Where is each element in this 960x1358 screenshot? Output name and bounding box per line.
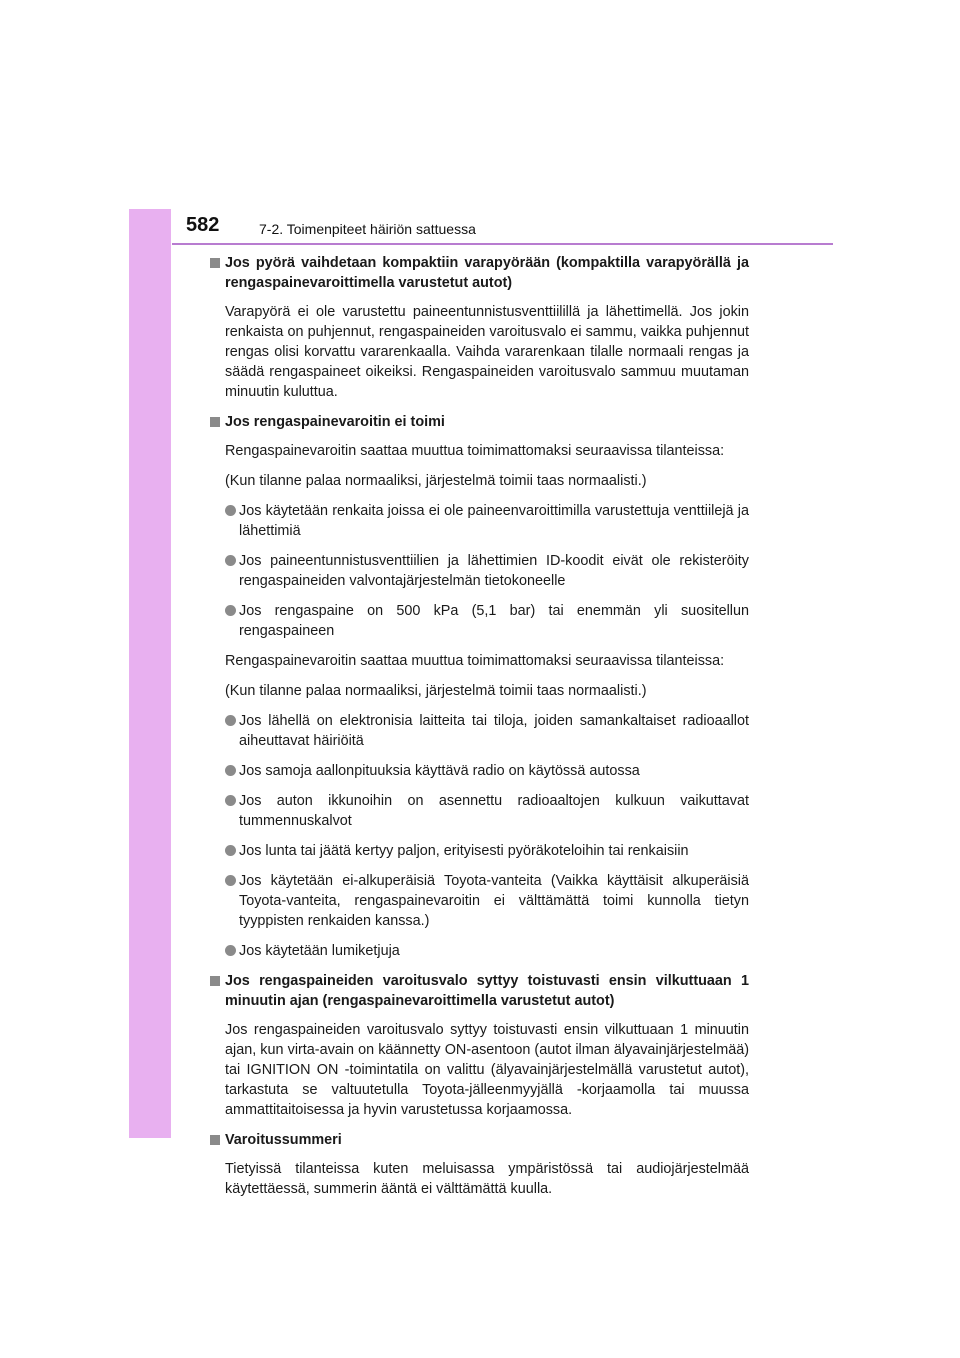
list-item: Jos käytetään renkaita joissa ei ole paineenvaroittimilla varustettuja venttiilejä ja lähettimiä <box>209 501 749 541</box>
paragraph: Tietyissä tilanteissa kuten meluisassa ympäristössä tai audiojärjestelmää käytettäessä, summerin ääntä ei välttämättä kuulla. <box>225 1161 749 1197</box>
round-bullet-icon <box>225 765 236 776</box>
chapter-side-band <box>129 209 171 1138</box>
chapter-title: 7-2. Toimenpiteet häiriön sattuessa <box>259 221 476 237</box>
paragraph: (Kun tilanne palaa normaaliksi, järjestelmä toimii taas normaalisti.) <box>225 473 647 489</box>
paragraph: Rengaspainevaroitin saattaa muuttua toimimattomaksi seuraavissa tilanteissa: <box>225 653 725 669</box>
round-bullet-icon <box>225 945 236 956</box>
paragraph: (Kun tilanne palaa normaaliksi, järjestelmä toimii taas normaalisti.) <box>225 683 647 699</box>
paragraph: Varapyörä ei ole varustettu paineentunnistusventtiilillä ja lähettimellä. Jos jokin renkaista on puhjennut, rengaspaineiden varoitusvalo ei sammu, vaikka puhjennut rengas olisi korvattu vararenkaalla. Vaihda vararenkaan tilalle normaali rengas ja säädä rengaspaineet oikeiksi. Rengaspaineiden varoitusvalo sammuu muutaman minuutin kuluttua. <box>225 304 749 400</box>
list-item: Jos käytetään ei-alkuperäisiä Toyota-vanteita (Vaikka käyttäisit alkuperäisiä Toyota-vanteita, rengaspainevaroitin ei välttämättä toimi kunnolla tietyn tyyppisten renkaiden kanssa.) <box>209 871 749 931</box>
square-bullet-icon <box>210 258 220 268</box>
square-bullet-icon <box>210 1135 220 1145</box>
section-warning-buzzer <box>209 1130 749 1199</box>
section-heading: Varoitussummeri <box>209 1130 749 1150</box>
list-item: Jos käytetään lumiketjuja <box>209 941 749 961</box>
list-item: Jos lähellä on elektronisia laitteita tai tiloja, joiden samankaltaiset radioaallot aiheuttavat häiriöitä <box>209 711 749 751</box>
section-compact-spare <box>209 253 749 402</box>
square-bullet-icon <box>210 417 220 427</box>
round-bullet-icon <box>225 605 236 616</box>
page-content <box>209 253 749 1209</box>
page-header <box>129 209 833 245</box>
section-warning-not-working <box>209 412 749 961</box>
round-bullet-icon <box>225 875 236 886</box>
round-bullet-icon <box>225 715 236 726</box>
round-bullet-icon <box>225 795 236 806</box>
round-bullet-icon <box>225 505 236 516</box>
section-heading: Jos rengaspainevaroitin ei toimi <box>209 412 749 432</box>
list-item: Jos samoja aallonpituuksia käyttävä radio on käytössä autossa <box>209 761 749 781</box>
section-warning-light-blinks <box>209 971 749 1120</box>
page-number: 582 <box>186 214 220 236</box>
section-heading: Jos pyörä vaihdetaan kompaktiin varapyörään (kompaktilla varapyörällä ja rengaspainevaroittimella varustetut autot) <box>209 253 749 293</box>
header-divider <box>172 243 833 245</box>
list-item: Jos auton ikkunoihin on asennettu radioaaltojen kulkuun vaikuttavat tummennuskalvot <box>209 791 749 831</box>
round-bullet-icon <box>225 555 236 566</box>
paragraph: Rengaspainevaroitin saattaa muuttua toimimattomaksi seuraavissa tilanteissa: <box>225 443 725 459</box>
list-item: Jos rengaspaine on 500 kPa (5,1 bar) tai enemmän yli suositellun rengaspaineen <box>209 601 749 641</box>
section-heading: Jos rengaspaineiden varoitusvalo syttyy toistuvasti ensin vilkuttuaan 1 minuutin ajan (rengaspainevaroittimella varustetut autot) <box>209 971 749 1011</box>
square-bullet-icon <box>210 976 220 986</box>
round-bullet-icon <box>225 845 236 856</box>
list-item: Jos lunta tai jäätä kertyy paljon, erityisesti pyöräkoteloihin tai renkaisiin <box>209 841 749 861</box>
list-item: Jos paineentunnistusventtiilien ja lähettimien ID-koodit eivät ole rekisteröity rengaspaineiden valvontajärjestelmän tietokoneelle <box>209 551 749 591</box>
paragraph: Jos rengaspaineiden varoitusvalo syttyy toistuvasti ensin vilkuttuaan 1 minuutin ajan, kun virta-avain on käännetty ON-asentoon (autot ilman älyavainjärjestelmää) tai IGNITION ON -toimintatila on valittu (älyavainjärjestelmällä varustetut autot), tarkastuta se valtuutetulla Toyota-jälleenmyyjällä -korjaamolla tai muussa ammattitaitoisessa ja hyvin varustetussa korjaamossa. <box>225 1022 749 1118</box>
